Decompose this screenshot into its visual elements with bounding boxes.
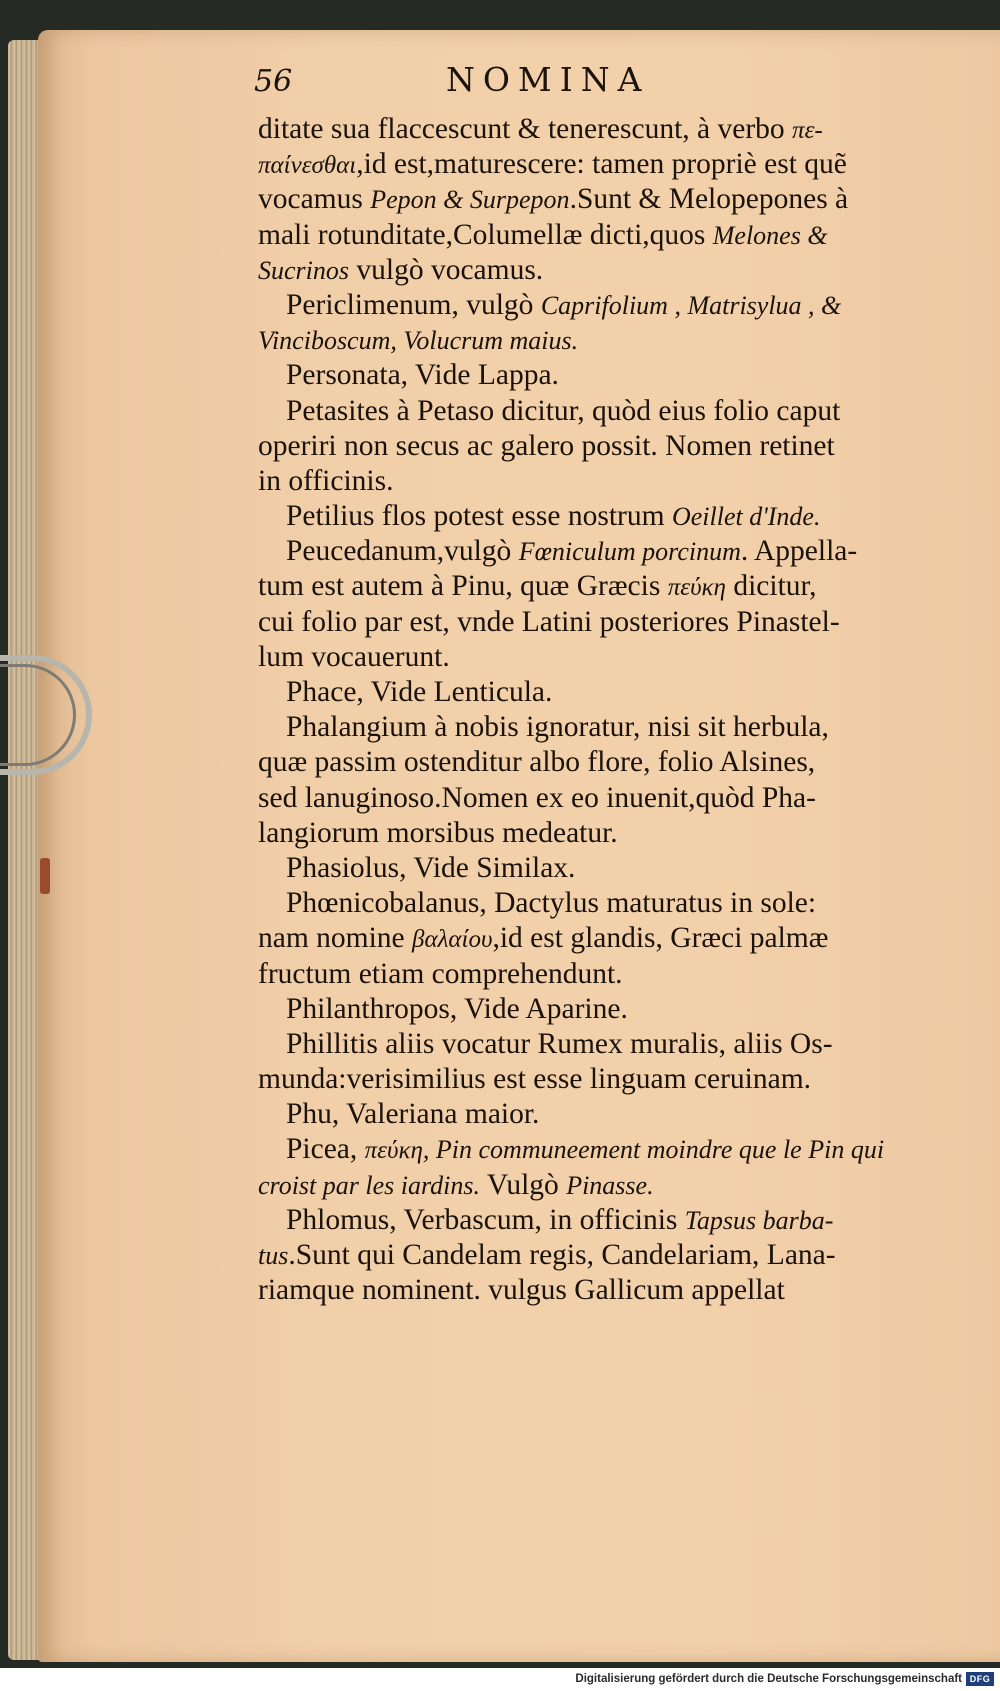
running-head: NOMINA: [446, 60, 650, 99]
text-run: cui folio par est, vnde Latini posteriores Pinastel-: [258, 605, 840, 638]
text-line: [258, 816, 918, 851]
text-run: quæ passim ostenditur albo flore, folio Alsines,: [258, 746, 816, 779]
text-run: langiorum morsibus medeatur.: [258, 816, 618, 849]
text-run: riamque nominent. vulgus Gallicum appellat: [258, 1274, 785, 1307]
greek-term: πεύκη: [667, 574, 726, 602]
text-run: lum vocauerunt.: [258, 640, 450, 673]
text-run: Petilius flos potest esse nostrum: [286, 500, 672, 533]
text-line: [258, 1132, 918, 1167]
italic-term: , Pin communeement moindre que le Pin qui: [422, 1135, 885, 1165]
text-run: Phasiolus, Vide Similax.: [286, 851, 576, 884]
text-run: Philanthropos, Vide Aparine.: [286, 992, 628, 1025]
italic-term: Oeillet d'Inde.: [671, 502, 821, 532]
greek-term: παίνεσθαι: [258, 152, 357, 180]
body-text: [258, 112, 918, 1308]
italic-term: tus: [258, 1241, 289, 1270]
text-run: tum est autem à Pinu, quæ Græcis: [258, 570, 668, 603]
text-run: vocamus: [258, 183, 371, 216]
greek-term: βαλαίου: [412, 926, 493, 954]
text-line: [258, 534, 918, 569]
text-line: [258, 569, 918, 604]
italic-term: Tapsus barba-: [684, 1205, 834, 1235]
text-run: ,id est glandis, Græci palmæ: [492, 922, 829, 955]
footer-credit: Digitalisierung gefördert durch die Deutsche Forschungsgemeinschaft: [575, 1673, 962, 1685]
text-run: vulgò vocamus.: [349, 253, 544, 286]
text-run: Peucedanum,vulgò: [286, 535, 519, 568]
text-line: [258, 218, 918, 253]
text-run: Phu, Valeriana maior.: [286, 1098, 540, 1131]
dfg-logo: DFG: [966, 1672, 994, 1686]
text-run: Phalangium à nobis ignoratur, nisi sit herbula,: [286, 711, 829, 744]
text-line: [258, 745, 918, 780]
text-line: [258, 921, 918, 956]
text-run: .Sunt qui Candelam regis, Candelariam, Lana-: [288, 1239, 836, 1271]
text-line: [258, 1097, 918, 1132]
italic-term: Fœniculum porcinum: [518, 537, 741, 567]
greek-term: πε-: [792, 117, 823, 144]
text-line: [258, 464, 918, 499]
text-line: [258, 429, 918, 464]
page-stain: [40, 858, 50, 894]
text-line: [258, 147, 918, 182]
text-line: [258, 1203, 918, 1238]
text-line: [258, 499, 918, 534]
text-line: [258, 1238, 918, 1273]
italic-term: croist par les iardins.: [258, 1170, 480, 1200]
text-line: [258, 992, 918, 1027]
text-line: [258, 1027, 918, 1062]
text-run: Petasites à Petaso dicitur, quòd eius folio caput: [286, 394, 841, 427]
italic-term: Pepon & Surpepon: [370, 185, 570, 215]
text-line: [258, 675, 918, 710]
italic-term: Sucrinos: [258, 255, 349, 285]
text-line: [258, 640, 918, 675]
text-line: [258, 851, 918, 886]
text-run: fructum etiam comprehendunt.: [258, 957, 623, 990]
text-line: [258, 957, 918, 992]
text-run: .Sunt & Melopepones à: [569, 183, 849, 216]
text-run: Personata, Vide Lappa.: [286, 359, 559, 392]
text-line: [258, 1273, 918, 1308]
italic-term: Pinasse.: [566, 1170, 654, 1200]
text-run: Phillitis aliis vocatur Rumex muralis, aliis Os-: [286, 1027, 833, 1060]
text-run: nam nomine: [258, 922, 413, 955]
greek-term: πεύκη: [364, 1137, 423, 1165]
text-run: Periclimenum, vulgò: [286, 288, 541, 321]
text-line: [258, 288, 918, 323]
text-run: sed lanuginoso.Nomen ex eo inuenit,quòd Pha-: [258, 781, 816, 814]
page-number: 56: [254, 64, 293, 99]
text-line: [258, 323, 918, 358]
text-run: munda:verisimilius est esse linguam ceruinam.: [258, 1063, 812, 1096]
text-line: [258, 605, 918, 640]
text-line: [258, 1168, 918, 1203]
page-header: [230, 60, 930, 108]
text-run: mali rotunditate,Columellæ dicti,quos: [258, 218, 713, 251]
text-run: ,id est,maturescere: tamen propriè est quẽ: [356, 148, 847, 181]
text-run: Phace, Vide Lenticula.: [286, 676, 553, 708]
text-line: [258, 781, 918, 816]
text-run: operiri non secus ac galero possit. Nomen retinet: [258, 429, 835, 462]
italic-term: Vinciboscum, Volucrum maius.: [258, 326, 579, 356]
text-run: . Appella-: [740, 535, 858, 568]
text-line: [258, 253, 918, 288]
text-line: [258, 1062, 918, 1097]
text-line: [258, 112, 918, 147]
text-line: [258, 886, 918, 921]
text-line: [258, 358, 918, 393]
footer: [0, 1668, 1000, 1691]
text-line: [258, 710, 918, 745]
text-line: [258, 182, 918, 217]
text-run: dicitur,: [725, 570, 817, 603]
text-run: in officinis.: [258, 464, 394, 497]
text-run: Phœnicobalanus, Dactylus maturatus in sole:: [286, 887, 817, 920]
text-run: ditate sua flaccescunt & tenerescunt, à verbo: [258, 113, 793, 145]
italic-term: Melones &: [712, 220, 828, 250]
text-line: [258, 394, 918, 429]
italic-term: Caprifolium , Matrisylua , &: [540, 290, 842, 320]
text-run: Vulgò: [479, 1168, 567, 1201]
text-run: Picea,: [286, 1133, 365, 1166]
text-run: Phlomus, Verbascum, in officinis: [286, 1203, 685, 1236]
